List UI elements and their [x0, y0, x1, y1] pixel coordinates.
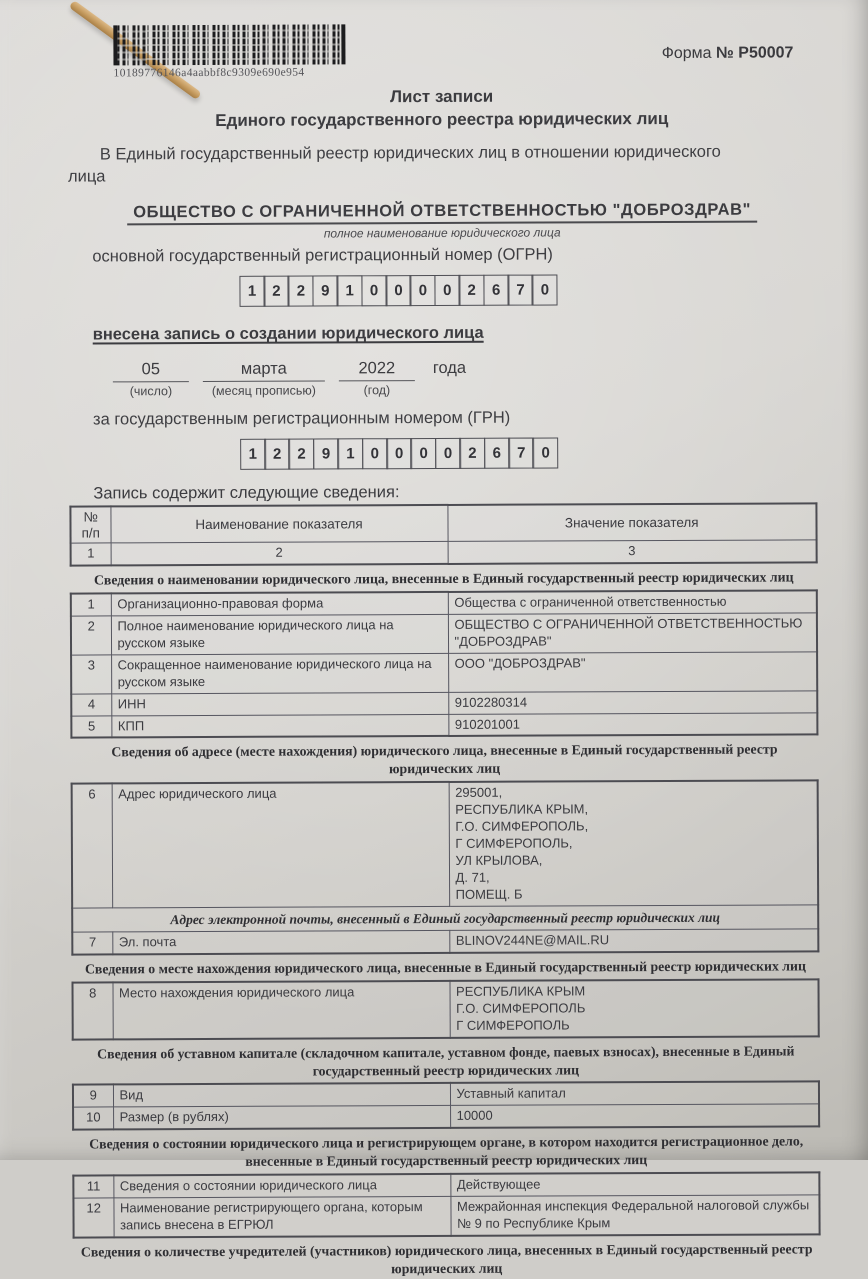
row-value-address — [449, 781, 819, 906]
grn-digit: 2 — [264, 439, 290, 470]
ogrn-digit-boxes — [24, 274, 772, 308]
ogrn-digit: 1 — [239, 276, 265, 307]
document-title-line1: Лист записи — [389, 86, 494, 107]
row-value: ООО "ДОБРОЗДРАВ" — [448, 652, 817, 692]
header-value-cell: Значение показателя — [447, 504, 816, 542]
location-line: РЕСПУБЛИКА КРЫМ — [456, 983, 586, 999]
company-block — [68, 201, 816, 242]
form-number-prefix: Форма — [661, 44, 712, 63]
grn-digit: 1 — [337, 439, 363, 470]
row-value-location — [449, 979, 818, 1037]
date-day-label: (число) — [129, 384, 173, 399]
section-location: Сведения о месте нахождения юридического лица, внесенные в Единый государственный реестр юридических лиц — [84, 958, 806, 977]
ogrn-digit: 0 — [361, 276, 387, 307]
form-number-value: № Р50007 — [715, 44, 794, 62]
row-value: ОБЩЕСТВО С ОГРАНИЧЕННОЙ ОТВЕТСТВЕННОСТЬЮ "ДОБРОЗДРАВ" — [448, 613, 817, 653]
grn-digit: 9 — [313, 439, 339, 470]
register-table-header — [69, 503, 817, 567]
row-num: 5 — [71, 716, 111, 739]
date-month-label: (месяц прописью) — [211, 383, 316, 399]
ogrn-digit: 0 — [385, 276, 411, 307]
row-num: 11 — [73, 1175, 113, 1198]
table-row — [72, 781, 819, 908]
section-email: Адрес электронной почты, внесенный в Единый государственный реестр юридических лиц — [72, 904, 818, 932]
status-table — [72, 1171, 820, 1238]
table-row — [73, 1082, 819, 1108]
ogrn-digit: 0 — [434, 275, 460, 306]
row-name: Эл. почта — [112, 931, 449, 955]
row-num: 1 — [71, 594, 111, 617]
row-name: Место нахождения юридического лица — [112, 981, 449, 1039]
date-month-field — [203, 360, 325, 399]
table-row — [71, 613, 817, 655]
row-value: Действующее — [450, 1172, 819, 1196]
address-line: Д. 71, — [455, 869, 490, 885]
ogrn-digit: 0 — [532, 275, 558, 306]
header-name-cell: Наименование показателя — [110, 505, 447, 543]
table-row — [71, 652, 817, 694]
table-intro: Запись содержит следующие сведения: — [93, 483, 400, 503]
row-value: Межрайонная инспекция Федеральной налоговой службы № 9 по Республике Крым — [450, 1195, 819, 1236]
colnum-2: 2 — [111, 542, 448, 566]
header-num-cell — [70, 507, 110, 544]
row-num: 9 — [73, 1085, 113, 1108]
row-num: 2 — [71, 616, 111, 655]
grn-digit: 1 — [240, 439, 266, 470]
ogrn-digit: 6 — [483, 275, 509, 306]
row-name: Организационно-правовая форма — [111, 592, 448, 616]
address-line: Г СИМФЕРОПОЛЬ, — [455, 835, 573, 851]
grn-digit: 2 — [289, 439, 315, 470]
company-name: ОБЩЕСТВО С ОГРАНИЧЕННОЙ ОТВЕТСТВЕННОСТЬЮ "ДОБРОЗДРАВ" — [127, 201, 757, 226]
row-num: 6 — [72, 784, 113, 908]
document-title-line2: Единого государственного реестра юридических лиц — [215, 108, 669, 130]
date-month-value: марта — [203, 360, 325, 383]
section-capital: Сведения об уставном капитале (складочном капитале, уставном фонде, паевых взносах), внесенные в Единый государственный реестр юридических лиц — [97, 1043, 795, 1079]
location-line: Г.О. СИМФЕРОПОЛЬ — [456, 1000, 586, 1016]
grn-digit: 0 — [362, 439, 388, 470]
location-line: Г СИМФЕРОПОЛЬ — [456, 1017, 570, 1033]
table-row — [73, 1104, 819, 1130]
ogrn-digit: 2 — [263, 276, 289, 307]
section-naming: Сведения о наименовании юридического лица, внесенные в Единый государственный реестр юридических лиц — [93, 569, 794, 588]
barcode-image — [113, 24, 345, 65]
record-date — [113, 358, 817, 399]
address-line: РЕСПУБЛИКА КРЫМ, — [455, 801, 589, 818]
date-year-value: 2022 — [339, 359, 415, 381]
section-status: Сведения о состоянии юридического лица и регистрирующем органе, в котором находится регистрационное дело, внесенные в Единый государственный реестр юридических лиц — [89, 1133, 804, 1169]
address-line: УЛ КРЫЛОВА, — [455, 852, 543, 868]
barcode-caption: 10189776146a4aabbf8c9309e690e954 — [113, 66, 305, 80]
table-row — [73, 1172, 819, 1198]
row-num: 8 — [72, 982, 112, 1039]
row-value: 10000 — [450, 1104, 819, 1128]
barcode-block — [113, 24, 343, 79]
row-value: Общества с ограниченной ответственностью — [448, 591, 817, 615]
row-name: Наименование регистрирующего органа, которым запись внесена в ЕГРЮЛ — [113, 1196, 450, 1237]
header-num-line1: № — [83, 509, 98, 525]
ogrn-digit: 2 — [288, 276, 314, 307]
table-row — [72, 929, 818, 955]
colnum-3: 3 — [448, 540, 817, 564]
section-address: Сведения об адресе (месте нахождения) юридического лица, внесенные в Единый государственный реестр юридических лиц — [111, 741, 778, 777]
company-name-caption: полное наименование юридического лица — [323, 225, 561, 241]
table-row — [71, 591, 817, 617]
table-row — [73, 1195, 819, 1238]
ogrn-digit: 0 — [410, 275, 436, 306]
address-line: 295001, — [455, 785, 503, 801]
naming-table — [70, 590, 819, 739]
address-table — [71, 780, 820, 956]
row-name: Сведения о состоянии юридического лица — [113, 1174, 450, 1198]
row-name: Адрес юридического лица — [112, 782, 450, 907]
address-line: Г.О. СИМФЕРОПОЛЬ, — [455, 818, 589, 835]
grn-label: за государственным регистрационным номером (ГРН) — [93, 409, 511, 429]
ogrn-label: основной государственный регистрационный номер (ОГРН) — [92, 245, 553, 266]
row-name: Размер (в рублях) — [113, 1106, 450, 1130]
date-year-field — [339, 359, 415, 397]
row-value: 9102280314 — [448, 691, 817, 715]
table-header-row — [70, 504, 816, 544]
grn-digit: 0 — [533, 438, 559, 469]
table-colnum-row — [71, 540, 817, 566]
document-title — [68, 84, 816, 133]
row-value: Уставный капитал — [450, 1082, 819, 1106]
row-num: 10 — [73, 1107, 113, 1130]
colnum-1: 1 — [71, 543, 111, 566]
grn-digit: 0 — [411, 438, 437, 469]
row-value: 910201001 — [448, 712, 817, 736]
capital-table — [72, 1081, 820, 1131]
intro-paragraph: В Единый государственный реестр юридических лиц в отношении юридического лица — [67, 142, 721, 186]
header-num-line2: п/п — [81, 525, 101, 541]
grn-digit: 0 — [435, 438, 461, 469]
date-year-label: (год) — [363, 383, 391, 398]
ogrn-digit: 1 — [337, 276, 363, 307]
grn-digit-boxes — [25, 437, 773, 471]
form-number — [662, 44, 794, 63]
row-name: Вид — [113, 1083, 450, 1107]
ogrn-digit: 9 — [312, 276, 338, 307]
date-day-field — [113, 360, 189, 398]
record-statement: внесена запись о создании юридического лица — [92, 324, 484, 344]
row-name: Полное наименование юридического лица на русском языке — [111, 615, 448, 655]
table-row — [72, 979, 818, 1039]
row-num: 4 — [71, 694, 111, 716]
grn-digit: 6 — [484, 438, 510, 469]
date-suffix: года — [432, 359, 467, 378]
row-num: 12 — [73, 1198, 113, 1237]
address-line: ПОМЕЩ. Б — [455, 886, 523, 902]
table-section-row — [72, 904, 818, 932]
row-num: 7 — [72, 932, 112, 955]
table-row — [71, 712, 817, 738]
table-row — [71, 691, 817, 716]
grn-digit: 2 — [459, 438, 485, 469]
location-table — [71, 978, 819, 1040]
ogrn-digit: 2 — [459, 275, 485, 306]
section-founders: Сведения о количестве учредителей (участников) юридического лица, внесенных в Единый государственный реестр юридических лиц — [80, 1241, 813, 1276]
row-name: Сокращенное наименование юридического лица на русском языке — [111, 653, 448, 693]
grn-digit: 7 — [508, 438, 534, 469]
row-num: 3 — [71, 655, 111, 694]
date-day-value: 05 — [113, 360, 189, 382]
row-name: ИНН — [111, 692, 448, 715]
grn-digit: 0 — [386, 438, 412, 469]
row-value: BLINOV244NE@MAIL.RU — [449, 929, 818, 953]
row-name: КПП — [111, 714, 448, 738]
ogrn-digit: 7 — [507, 275, 533, 306]
